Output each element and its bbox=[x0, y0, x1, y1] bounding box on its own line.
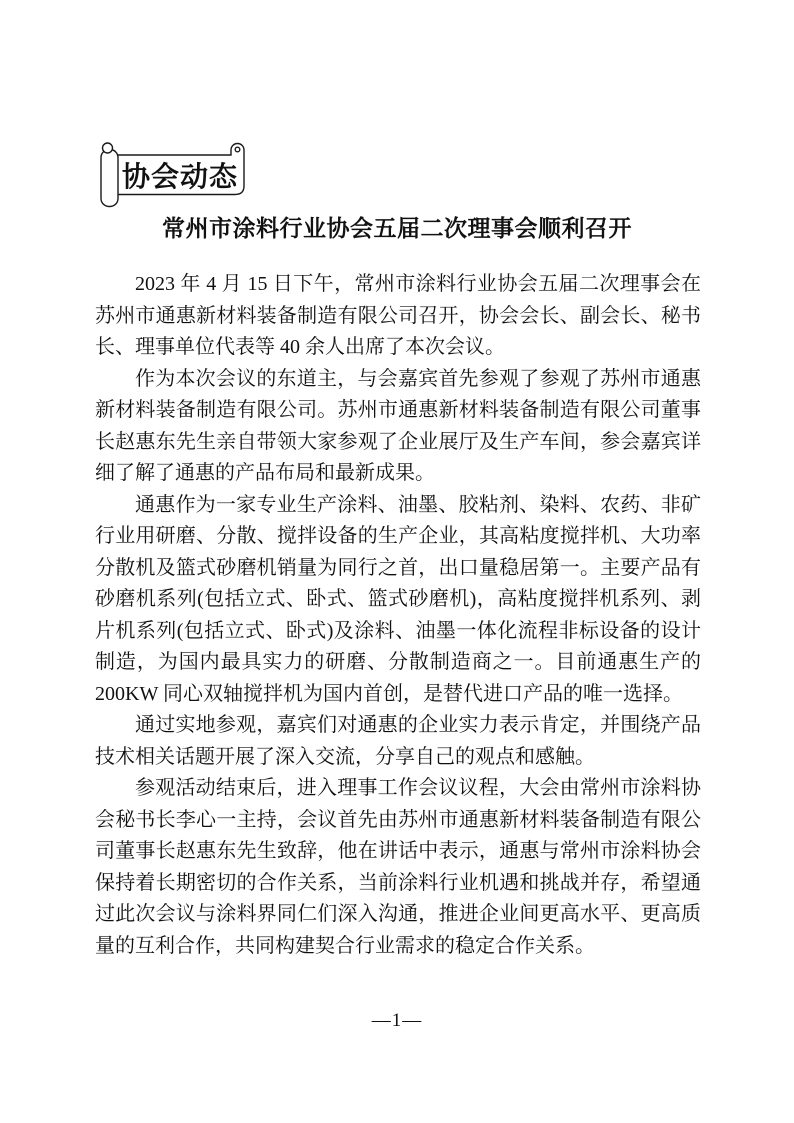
banner-label: 协会动态 bbox=[121, 161, 238, 193]
paragraph: 参观活动结束后，进入理事工作会议议程，大会由常州市涂料协会秘书长李心一主持，会议首先由苏州市通惠新材料装备制造有限公司董事长赵惠东先生致辞，他在讲话中表示，通惠与常州市涂料协会保持着长期密切的合作关系，当前涂料行业机遇和挑战并存，希望通过此次会议与涂料界同仁们深入沟通，推进企业间更高水平、更高质量的互利合作，共同构建契合行业需求的稳定合作关系。 bbox=[95, 777, 701, 957]
scroll-banner bbox=[97, 137, 251, 215]
paragraph: 2023 年 4 月 15 日下午，常州市涂料行业协会五届二次理事会在苏州市通惠新材料装备制造有限公司召开，协会会长、副会长、秘书长、理事单位代表等 40 余人出席了本次会议。 bbox=[95, 273, 701, 358]
paragraph: 通过实地参观，嘉宾们对通惠的企业实力表示肯定，并围绕产品技术相关话题开展了深入交流，分享自己的观点和感触。 bbox=[95, 714, 701, 768]
article-body bbox=[95, 269, 701, 962]
page-number: —1— bbox=[371, 1010, 423, 1031]
paragraph: 通惠作为一家专业生产涂料、油墨、胶粘剂、染料、农药、非矿行业用研磨、分散、搅拌设备的生产企业，其高粘度搅拌机、大功率分散机及篮式砂磨机销量为同行之首，出口量稳居第一。主要产品有砂磨机系列(包括立式、卧式、篮式砂磨机)，高粘度搅拌机系列、剥片机系列(包括立式、卧式)及涂料、油墨一体化流程非标设备的设计制造，为国内最具实力的研磨、分散制造商之一。目前通惠生产的 200KW 同心双轴搅拌机为国内首创，是替代进口产品的唯一选择。 bbox=[95, 493, 701, 705]
article-title: 常州市涂料行业协会五届二次理事会顺利召开 bbox=[162, 216, 632, 241]
paragraph: 作为本次会议的东道主，与会嘉宾首先参观了参观了苏州市通惠新材料装备制造有限公司。苏州市通惠新材料装备制造有限公司董事长赵惠东先生亲自带领大家参观了企业展厅及生产车间，参会嘉宾详细了解了通惠的产品布局和最新成果。 bbox=[95, 367, 701, 484]
